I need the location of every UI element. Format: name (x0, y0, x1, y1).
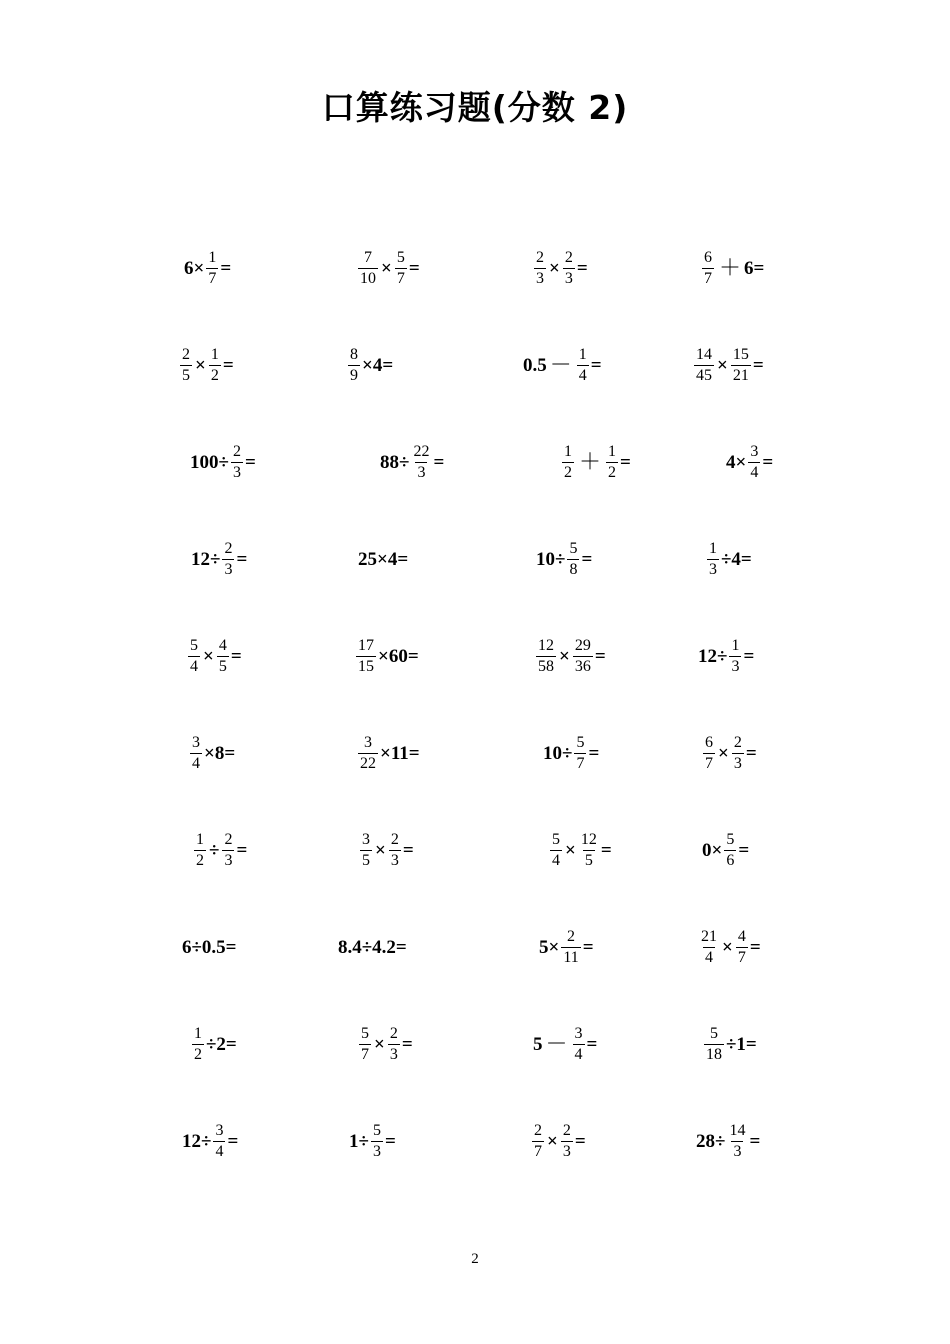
fraction-denominator: 3 (224, 851, 233, 869)
fraction-denominator: 2 (210, 366, 219, 384)
fraction-denominator: 2 (196, 851, 204, 869)
fraction (206, 250, 218, 287)
fraction-denominator: 3 (733, 1142, 742, 1160)
exercise-row (170, 437, 810, 487)
fraction-numerator: 6 (704, 248, 712, 266)
fraction-numerator: 4 (737, 927, 746, 945)
fraction-denominator: 3 (389, 1045, 398, 1063)
expression-text: = (574, 1130, 586, 1152)
fraction-numerator: 5 (726, 830, 735, 848)
fraction (190, 735, 202, 772)
expression-text: 8.4÷4.2= (338, 936, 407, 958)
fraction (192, 1026, 204, 1063)
fraction (561, 1123, 573, 1160)
fraction-denominator: 5 (218, 657, 227, 675)
fraction-numerator: 1 (731, 636, 740, 654)
fraction-denominator: 6 (726, 851, 735, 869)
fraction-denominator: 5 (362, 851, 370, 869)
exercise-item (726, 437, 773, 487)
fraction-denominator: 3 (709, 560, 717, 578)
fraction-denominator: 7 (737, 948, 746, 966)
fraction-numerator: 3 (215, 1121, 224, 1139)
exercise-item (192, 825, 247, 875)
fraction-numerator: 1 (608, 442, 617, 460)
expression-text: 0.5 (523, 354, 547, 376)
fraction-denominator: 5 (182, 366, 190, 384)
fraction (694, 347, 714, 384)
fraction-denominator: 3 (536, 269, 544, 287)
fraction (577, 347, 589, 384)
expression-text: = (402, 839, 414, 861)
fraction-denominator: 7 (534, 1142, 542, 1160)
operator: × (203, 645, 214, 667)
expression-text: ÷4= (721, 548, 752, 570)
fraction-denominator: 4 (215, 1142, 224, 1160)
fraction-numerator: 17 (358, 636, 374, 654)
exercise-item (356, 728, 420, 778)
fraction-denominator: 15 (358, 657, 374, 675)
expression-text: = (749, 936, 761, 958)
fraction (411, 444, 431, 481)
expression-text: 5 (533, 1033, 543, 1055)
exercise-item (191, 534, 247, 584)
operator: ＋ (579, 449, 602, 474)
exercise-item (705, 534, 752, 584)
operator: ＋ (719, 255, 742, 280)
fraction-denominator: 36 (574, 657, 591, 675)
fraction (536, 638, 556, 675)
exercise-row (170, 340, 810, 390)
exercise-item (354, 631, 419, 681)
exercise-row (170, 728, 810, 778)
expression-text: = (222, 354, 234, 376)
fraction-denominator: 22 (360, 754, 376, 772)
fraction-numerator: 14 (696, 345, 712, 363)
fraction-numerator: 2 (562, 1121, 571, 1139)
operator: － (549, 352, 572, 377)
fraction-numerator: 2 (733, 733, 742, 751)
fraction-denominator: 4 (578, 366, 587, 384)
expression-text: 100÷ (190, 451, 229, 473)
fraction-numerator: 1 (196, 830, 204, 848)
fraction-numerator: 12 (538, 636, 554, 654)
fraction-numerator: 2 (224, 830, 233, 848)
expression-text: ×8= (204, 742, 236, 764)
exercise-item (182, 1116, 238, 1166)
expression-text: 10÷ (543, 742, 573, 764)
exercise-item (532, 243, 588, 293)
fraction-numerator: 8 (350, 345, 358, 363)
exercise-row (170, 1116, 810, 1166)
expression-text: = (749, 1130, 761, 1152)
fraction-numerator: 29 (574, 636, 591, 654)
fraction-denominator: 3 (390, 851, 399, 869)
fraction (389, 832, 401, 869)
fraction-numerator: 5 (569, 539, 578, 557)
expression-text: = (433, 451, 445, 473)
exercise-item (692, 340, 764, 390)
exercise-row (170, 243, 810, 293)
fraction (231, 444, 243, 481)
fraction (180, 347, 192, 384)
expression-text: = (244, 451, 256, 473)
expression-text: 28÷ (696, 1130, 726, 1152)
expression-text: = (408, 257, 420, 279)
fraction-denominator: 9 (350, 366, 358, 384)
fraction-denominator: 4 (552, 851, 560, 869)
exercise-row (170, 825, 810, 875)
expression-text: ÷2= (206, 1033, 237, 1055)
exercise-item (380, 437, 444, 487)
fraction-denominator: 3 (372, 1142, 381, 1160)
expression-text: = (220, 257, 232, 279)
fraction-denominator: 3 (733, 754, 742, 772)
fraction-numerator: 14 (729, 1121, 746, 1139)
exercise-item (539, 922, 594, 972)
expression-text: = (576, 257, 588, 279)
exercise-item (533, 1019, 597, 1069)
exercise-item (178, 340, 234, 390)
fraction (356, 638, 376, 675)
fraction (359, 1026, 371, 1063)
expression-text: 10÷ (536, 548, 566, 570)
expression-text: 12÷ (698, 645, 728, 667)
operator: × (717, 354, 728, 376)
fraction-numerator: 5 (576, 733, 585, 751)
fraction (194, 832, 206, 869)
fraction-numerator: 21 (701, 927, 717, 945)
fraction (562, 444, 574, 481)
fraction (579, 832, 599, 869)
exercise-item (560, 437, 631, 487)
fraction-denominator: 4 (190, 657, 198, 675)
expression-text: 1÷ (349, 1130, 369, 1152)
fraction-numerator: 1 (208, 248, 217, 266)
fraction (534, 250, 546, 287)
fraction (574, 735, 586, 772)
expression-text: = (588, 742, 600, 764)
exercise-row (170, 1019, 810, 1069)
fraction (736, 929, 748, 966)
fraction-numerator: 2 (182, 345, 190, 363)
fraction (702, 250, 714, 287)
fraction-denominator: 7 (361, 1045, 369, 1063)
exercise-item (184, 243, 231, 293)
expression-text: ×60= (378, 645, 419, 667)
fraction-numerator: 1 (709, 539, 717, 557)
fraction-numerator: 7 (364, 248, 372, 266)
fraction-denominator: 7 (396, 269, 405, 287)
expression-text: 88÷ (380, 451, 410, 473)
fraction (731, 347, 751, 384)
fraction-denominator: 11 (563, 948, 579, 966)
expression-text: = (236, 548, 248, 570)
operator: ÷ (209, 839, 220, 861)
fraction (395, 250, 407, 287)
fraction-denominator: 4 (574, 1045, 583, 1063)
fraction (561, 929, 580, 966)
page-title: 口算练习题(分数 2) (321, 88, 629, 127)
expression-text: = (738, 839, 750, 861)
expression-text: = (762, 451, 774, 473)
operator: × (559, 645, 570, 667)
expression-text: 12÷ (191, 548, 221, 570)
page-number: 2 (471, 1251, 479, 1267)
fraction (699, 929, 719, 966)
exercise-item (530, 1116, 586, 1166)
exercise-item (188, 728, 235, 778)
expression-text: = (384, 1130, 396, 1152)
expression-text: = (236, 839, 248, 861)
fraction-denominator: 5 (584, 851, 593, 869)
fraction (703, 735, 715, 772)
operator: × (547, 1130, 558, 1152)
exercise-item (523, 340, 602, 390)
fraction-denominator: 45 (696, 366, 712, 384)
operator: × (375, 839, 386, 861)
fraction (563, 250, 575, 287)
operator: × (374, 1033, 385, 1055)
expression-text: = (620, 451, 631, 473)
expression-text: ÷1= (726, 1033, 757, 1055)
fraction (188, 638, 200, 675)
fraction-numerator: 2 (390, 830, 399, 848)
fraction-numerator: 2 (232, 442, 241, 460)
fraction (532, 1123, 544, 1160)
fraction-numerator: 2 (564, 248, 573, 266)
expression-text: 6× (184, 257, 205, 279)
expression-text: 6= (744, 257, 765, 279)
operator: × (718, 742, 729, 764)
fraction-numerator: 1 (210, 345, 219, 363)
exercise-item (356, 243, 420, 293)
fraction-numerator: 5 (361, 1024, 369, 1042)
fraction-numerator: 1 (194, 1024, 202, 1042)
fraction-denominator: 3 (224, 560, 233, 578)
exercise-item (697, 922, 761, 972)
exercise-item (358, 534, 408, 584)
fraction-numerator: 2 (224, 539, 233, 557)
fraction-denominator: 4 (705, 948, 713, 966)
expression-text: = (745, 742, 757, 764)
exercise-item (702, 825, 749, 875)
exercise-item (338, 922, 407, 972)
fraction-numerator: 2 (534, 1121, 542, 1139)
fraction (358, 735, 378, 772)
fraction-numerator: 2 (389, 1024, 398, 1042)
fraction-denominator: 7 (705, 754, 713, 772)
fraction (724, 832, 736, 869)
fraction (358, 250, 378, 287)
exercise-row (170, 631, 810, 681)
fraction (729, 638, 741, 675)
fraction (371, 1123, 383, 1160)
expression-text: 5× (539, 936, 560, 958)
expression-text: 12÷ (182, 1130, 212, 1152)
fraction (348, 347, 360, 384)
fraction (217, 638, 229, 675)
operator: × (195, 354, 206, 376)
fraction-denominator: 7 (208, 269, 217, 287)
fraction-denominator: 4 (192, 754, 200, 772)
fraction (707, 541, 719, 578)
exercise-item (702, 1019, 757, 1069)
exercise-item (536, 534, 592, 584)
fraction-denominator: 3 (731, 657, 740, 675)
fraction (727, 1123, 747, 1160)
exercise-row (170, 922, 810, 972)
fraction-numerator: 2 (536, 248, 544, 266)
exercise-item (696, 1116, 760, 1166)
fraction-denominator: 2 (564, 463, 572, 481)
expression-text: = (590, 354, 602, 376)
fraction (209, 347, 221, 384)
operator: × (722, 936, 733, 958)
fraction-denominator: 7 (576, 754, 585, 772)
operator: － (545, 1031, 568, 1056)
fraction-denominator: 2 (608, 463, 617, 481)
fraction-numerator: 12 (580, 830, 597, 848)
exercise-item (358, 825, 414, 875)
fraction (573, 638, 593, 675)
fraction-numerator: 5 (372, 1121, 381, 1139)
fraction-numerator: 4 (218, 636, 227, 654)
exercise-item (357, 1019, 413, 1069)
fraction-numerator: 3 (574, 1024, 583, 1042)
exercise-item (548, 825, 612, 875)
exercise-item (700, 243, 764, 293)
fraction-numerator: 3 (362, 830, 370, 848)
expression-text: 6÷0.5= (182, 936, 237, 958)
expression-text: = (401, 1033, 413, 1055)
fraction (222, 541, 234, 578)
fraction-denominator: 58 (538, 657, 554, 675)
expression-text: = (586, 1033, 598, 1055)
expression-text: ×4= (362, 354, 394, 376)
expression-text: = (227, 1130, 239, 1152)
fraction-denominator: 3 (564, 269, 573, 287)
fraction-denominator: 3 (417, 463, 426, 481)
fraction-denominator: 8 (569, 560, 578, 578)
fraction-numerator: 6 (705, 733, 713, 751)
fraction (550, 832, 562, 869)
operator: × (549, 257, 560, 279)
fraction-numerator: 15 (732, 345, 749, 363)
fraction-denominator: 18 (706, 1045, 722, 1063)
expression-text: = (582, 936, 594, 958)
fraction (388, 1026, 400, 1063)
fraction-denominator: 4 (750, 463, 759, 481)
operator: × (565, 839, 576, 861)
fraction (213, 1123, 225, 1160)
fraction (573, 1026, 585, 1063)
expression-text: = (230, 645, 242, 667)
fraction (567, 541, 579, 578)
expression-text: = (752, 354, 764, 376)
fraction-numerator: 22 (413, 442, 430, 460)
expression-text: = (743, 645, 755, 667)
fraction-denominator: 3 (562, 1142, 571, 1160)
fraction (360, 832, 372, 869)
fraction-numerator: 5 (552, 830, 560, 848)
fraction-denominator: 2 (194, 1045, 202, 1063)
expression-text: 4× (726, 451, 747, 473)
exercise-item (182, 922, 237, 972)
expression-text: ×11= (380, 742, 420, 764)
expression-text: 25×4= (358, 548, 409, 570)
exercise-item (190, 437, 256, 487)
exercise-item (349, 1116, 396, 1166)
fraction-denominator: 3 (232, 463, 241, 481)
fraction-denominator: 10 (360, 269, 376, 287)
fraction-numerator: 1 (564, 442, 572, 460)
exercise-item (534, 631, 606, 681)
fraction (606, 444, 618, 481)
exercise-row (170, 534, 810, 584)
fraction-denominator: 7 (704, 269, 712, 287)
expression-text: = (600, 839, 612, 861)
fraction-numerator: 3 (750, 442, 759, 460)
operator: × (381, 257, 392, 279)
fraction (222, 832, 234, 869)
fraction-numerator: 1 (578, 345, 587, 363)
expression-text: = (581, 548, 593, 570)
fraction-numerator: 5 (396, 248, 405, 266)
fraction (748, 444, 760, 481)
fraction-numerator: 2 (567, 927, 576, 945)
expression-text: 0× (702, 839, 723, 861)
fraction-numerator: 5 (190, 636, 198, 654)
exercise-item (698, 631, 754, 681)
exercise-item (186, 631, 242, 681)
exercise-item (190, 1019, 237, 1069)
exercise-item (346, 340, 393, 390)
fraction (732, 735, 744, 772)
fraction-numerator: 3 (192, 733, 200, 751)
exercise-item (543, 728, 599, 778)
exercise-item (701, 728, 757, 778)
expression-text: = (594, 645, 606, 667)
fraction-numerator: 5 (710, 1024, 718, 1042)
fraction (704, 1026, 724, 1063)
fraction-denominator: 21 (732, 366, 749, 384)
fraction-numerator: 3 (364, 733, 372, 751)
